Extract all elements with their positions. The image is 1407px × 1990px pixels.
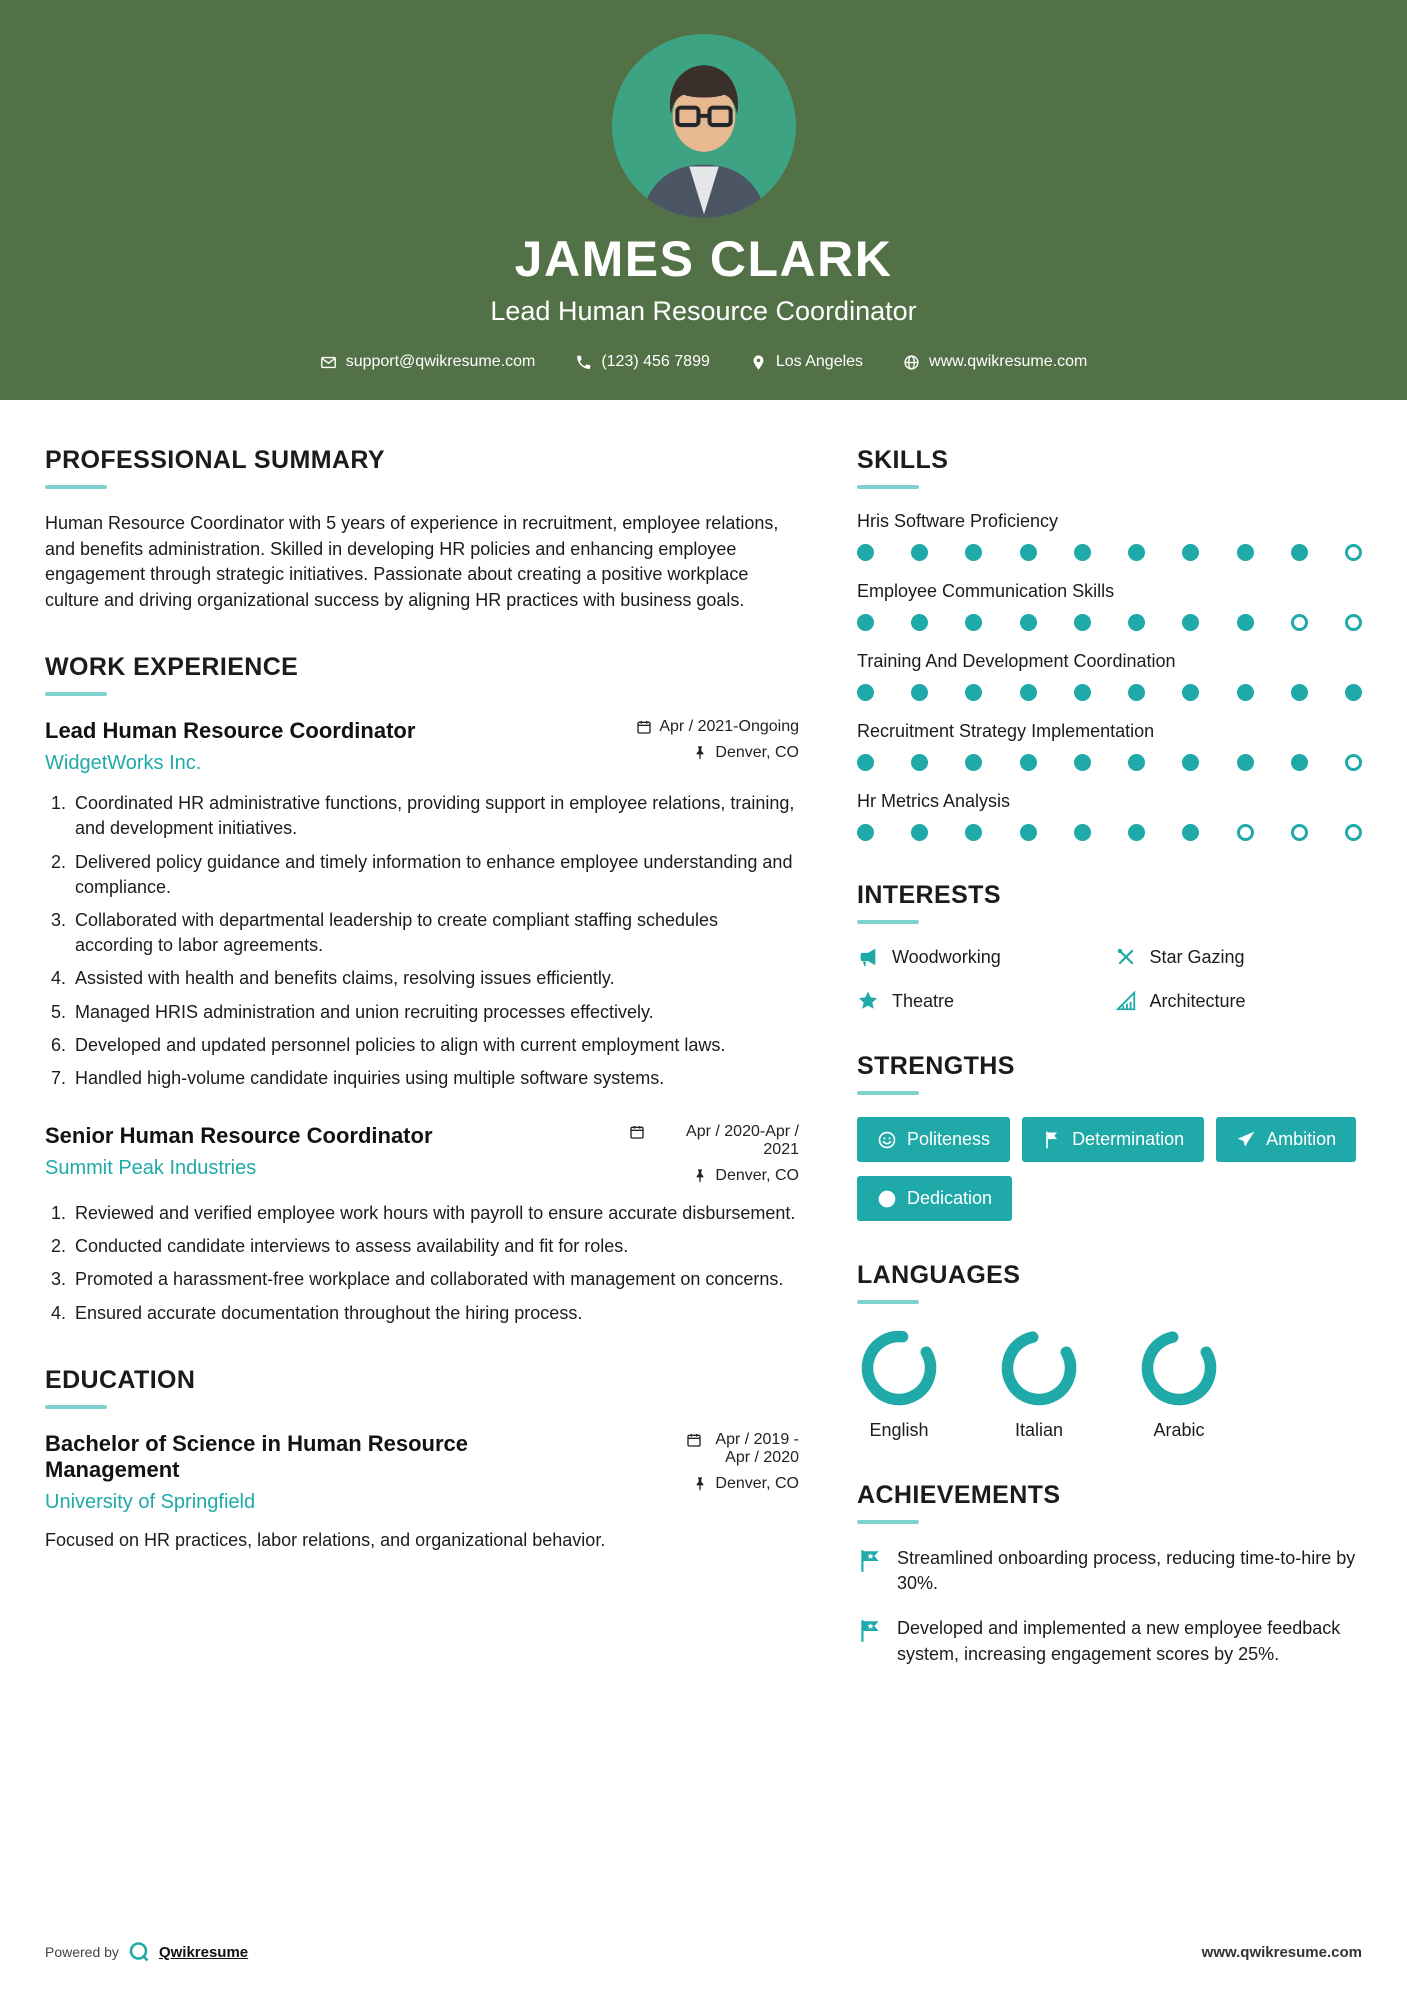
achievement-item: [857, 1616, 1362, 1666]
interest-label: Star Gazing: [1149, 946, 1245, 967]
interest-label: Theatre: [892, 990, 955, 1011]
language-item: [1137, 1326, 1221, 1441]
skill-dot: [1020, 614, 1037, 631]
envelope-icon: [320, 354, 337, 371]
skill-name: Employee Communication Skills: [857, 581, 1115, 601]
language-label: English: [869, 1420, 929, 1440]
education-dates-row: [686, 1431, 799, 1467]
education-location-row: [692, 1475, 799, 1493]
skill-name: Recruitment Strategy Implementation: [857, 721, 1155, 741]
calendar-icon: [629, 1123, 645, 1140]
work-heading: WORK EXPERIENCE: [45, 653, 299, 682]
education-heading: EDUCATION: [45, 1365, 196, 1394]
skill-name: Hr Metrics Analysis: [857, 791, 1011, 811]
powered-by-text: Powered by: [45, 1944, 119, 1960]
language-ring: [1137, 1326, 1221, 1410]
heading-accent-rule: [857, 1091, 919, 1095]
website-text: www.qwikresume.com: [929, 353, 1088, 370]
job-dates-row: [629, 1123, 799, 1159]
skill-dot: [965, 824, 982, 841]
skill-dot: [1237, 684, 1254, 701]
education-meta: [686, 1431, 799, 1493]
language-ring: [997, 1326, 1081, 1410]
globe-icon: [903, 354, 920, 371]
heading-accent-rule: [45, 1405, 107, 1409]
job-bullet: 6. Developed and updated personnel policies to align with current employment laws.: [71, 1033, 799, 1058]
summary-heading: PROFESSIONAL SUMMARY: [45, 446, 385, 474]
interest-item: [1115, 990, 1363, 1012]
skill-dot: [1345, 824, 1362, 841]
skill-dot: [1345, 614, 1362, 631]
skill-rating: [857, 544, 1362, 561]
paper-plane-icon: [1236, 1130, 1256, 1150]
languages-section: [857, 1261, 1362, 1441]
company-name[interactable]: WidgetWorks Inc.: [45, 752, 202, 775]
job-dates-row: [636, 718, 799, 736]
skills-section: [857, 446, 1362, 841]
strength-label: Ambition: [1266, 1129, 1337, 1149]
skill-dot: [965, 754, 982, 771]
achievements-heading: ACHIEVEMENTS: [857, 1481, 1061, 1509]
skill-rating: [857, 684, 1362, 701]
skill-dot: [1128, 824, 1145, 841]
skill-dot: [911, 684, 928, 701]
skill-dot: [911, 614, 928, 631]
job-location-row: [692, 744, 799, 762]
flag-icon: [1042, 1130, 1062, 1150]
skill-dot: [1020, 684, 1037, 701]
profile-photo: [612, 34, 796, 218]
megaphone-icon: [857, 946, 879, 968]
skill-dot: [1291, 684, 1308, 701]
skill-rating: [857, 824, 1362, 841]
resume-body: [0, 400, 1407, 1707]
contact-website[interactable]: [903, 353, 1087, 371]
strength-label: Dedication: [907, 1188, 993, 1208]
skill-dot: [1020, 824, 1037, 841]
summary-section: [45, 446, 799, 613]
candidate-name: JAMES CLARK: [514, 231, 893, 287]
skill-dot: [1237, 754, 1254, 771]
job-bullet: 2. Delivered policy guidance and timely information to enhance employee understanding and compliance.: [71, 850, 799, 900]
job-entry: [45, 1123, 799, 1326]
skill-dot: [1182, 754, 1199, 771]
interest-item: [1115, 946, 1363, 968]
powered-by: [45, 1940, 248, 1964]
resume-header: [0, 0, 1407, 400]
job-bullet: 5. Managed HRIS administration and union recruiting processes effectively.: [71, 1000, 799, 1025]
interest-label: Architecture: [1149, 990, 1246, 1011]
education-section: [45, 1366, 799, 1553]
skill-name: Hris Software Proficiency: [857, 511, 1059, 531]
strength-chip: [1022, 1117, 1204, 1162]
skill-dot: [1237, 544, 1254, 561]
skill-dot: [1074, 824, 1091, 841]
skill-dot: [965, 544, 982, 561]
brand-link[interactable]: Qwikresume: [158, 1943, 249, 1961]
skill-dot: [1128, 614, 1145, 631]
job-bullet: 3. Collaborated with departmental leadership to create compliant staffing schedules according to labor agreements.: [71, 908, 799, 958]
languages-heading: LANGUAGES: [857, 1261, 1021, 1289]
skill-dot: [1020, 754, 1037, 771]
heading-accent-rule: [857, 920, 919, 924]
crossed-tools-icon: [1115, 946, 1137, 968]
achievement-item: [857, 1546, 1362, 1596]
skill-dot: [1128, 544, 1145, 561]
star-icon: [857, 990, 879, 1012]
job-main: [45, 1123, 433, 1180]
strength-chip: [857, 1117, 1010, 1162]
skill-dot: [1237, 614, 1254, 631]
school-name[interactable]: University of Springfield: [45, 1490, 256, 1513]
set-square-icon: [1115, 990, 1137, 1012]
skill-item: [857, 581, 1362, 631]
skill-dot: [857, 754, 874, 771]
calendar-icon: [636, 718, 652, 735]
education-main: [45, 1431, 525, 1514]
job-dates: Apr / 2021-Ongoing: [659, 718, 799, 736]
job-entry: [45, 718, 799, 1091]
language-ring: [857, 1326, 941, 1410]
location-text: Los Angeles: [775, 353, 864, 370]
achievements-list: [857, 1546, 1362, 1667]
avatar: [612, 34, 796, 218]
job-bullet: 7. Handled high-volume candidate inquiries using multiple software systems.: [71, 1066, 799, 1091]
contact-row: [0, 353, 1407, 371]
skill-dot: [1291, 754, 1308, 771]
interest-item: [857, 946, 1105, 968]
job-location: Denver, CO: [715, 1167, 799, 1185]
skill-dot: [1345, 754, 1362, 771]
job-bullets: [45, 1201, 799, 1326]
skill-dot: [1345, 684, 1362, 701]
job-meta: [629, 1123, 799, 1185]
job-title: Lead Human Resource Coordinator: [45, 718, 416, 744]
education-entry: [45, 1431, 799, 1514]
milestone-flag-icon: [857, 1548, 883, 1574]
strengths-list: [857, 1117, 1362, 1221]
achievement-text: Developed and implemented a new employee feedback system, increasing engagement scores by 25%.: [897, 1618, 1341, 1664]
interests-section: [857, 881, 1362, 1012]
right-column: [857, 446, 1362, 1707]
phone-icon: [575, 354, 592, 371]
pushpin-icon: [692, 1167, 708, 1184]
skill-item: [857, 651, 1362, 701]
skill-dot: [1237, 824, 1254, 841]
skill-dot: [857, 614, 874, 631]
skill-dot: [1291, 544, 1308, 561]
job-bullet: 1. Coordinated HR administrative functions, providing support in employee relations, training, and development initiatives.: [71, 791, 799, 841]
skill-dot: [1182, 684, 1199, 701]
skill-rating: [857, 754, 1362, 771]
job-bullets: [45, 791, 799, 1091]
job-meta: [636, 718, 799, 762]
milestone-flag-icon: [857, 1618, 883, 1644]
language-label: Italian: [1014, 1420, 1064, 1440]
strength-label: Politeness: [907, 1129, 991, 1149]
work-experience-section: [45, 653, 799, 1326]
skill-dot: [1291, 824, 1308, 841]
degree-title: Bachelor of Science in Human Resource Management: [45, 1430, 469, 1482]
skill-dot: [1128, 684, 1145, 701]
language-item: [997, 1326, 1081, 1441]
education-description: Focused on HR practices, labor relations, and organizational behavior.: [45, 1529, 606, 1550]
skill-dot: [857, 824, 874, 841]
skill-dot: [1182, 544, 1199, 561]
skill-item: [857, 511, 1362, 561]
skill-dot: [1291, 614, 1308, 631]
skill-item: [857, 721, 1362, 771]
phone-text: (123) 456 7899: [601, 353, 710, 370]
skill-dot: [1345, 544, 1362, 561]
skill-dot: [911, 824, 928, 841]
interest-label: Woodworking: [892, 946, 1001, 967]
smiley-icon: [877, 1130, 897, 1150]
education-dates: Apr / 2019 - Apr / 2020: [715, 1430, 799, 1466]
skill-dot: [1074, 614, 1091, 631]
job-bullet: 1. Reviewed and verified employee work hours with payroll to ensure accurate disbursement.: [71, 1201, 799, 1226]
strength-chip: [1216, 1117, 1356, 1162]
page-footer: [45, 1940, 1362, 1964]
jobs-list: [45, 718, 799, 1326]
skill-dot: [857, 544, 874, 561]
skill-dot: [1182, 824, 1199, 841]
skill-dot: [1020, 544, 1037, 561]
skill-dot: [1074, 544, 1091, 561]
company-name[interactable]: Summit Peak Industries: [45, 1157, 257, 1180]
strengths-heading: STRENGTHS: [857, 1052, 1015, 1080]
heading-accent-rule: [45, 692, 107, 696]
check-circle-icon: [877, 1189, 897, 1209]
interests-heading: INTERESTS: [857, 881, 1001, 909]
heading-accent-rule: [857, 485, 919, 489]
achievement-text: Streamlined onboarding process, reducing time-to-hire by 30%.: [897, 1548, 1356, 1594]
pushpin-icon: [692, 744, 708, 761]
contact-phone[interactable]: [575, 353, 710, 371]
skill-dot: [965, 684, 982, 701]
candidate-title: Lead Human Resource Coordinator: [490, 296, 917, 326]
job-dates: Apr / 2020-Apr / 2021: [686, 1123, 799, 1159]
heading-accent-rule: [45, 485, 107, 489]
contact-location: [750, 353, 863, 371]
left-column: [45, 446, 799, 1707]
heading-accent-rule: [857, 1520, 919, 1524]
skill-dot: [965, 614, 982, 631]
email-text: support@qwikresume.com: [345, 353, 536, 370]
skill-rating: [857, 614, 1362, 631]
skill-dot: [1074, 684, 1091, 701]
skills-heading: SKILLS: [857, 446, 949, 474]
skill-dot: [1074, 754, 1091, 771]
job-head: [45, 718, 799, 775]
interests-list: [857, 946, 1362, 1012]
skill-item: [857, 791, 1362, 841]
skill-dot: [1182, 614, 1199, 631]
location-pin-icon: [750, 354, 767, 371]
education-location: Denver, CO: [715, 1474, 799, 1492]
job-title: Senior Human Resource Coordinator: [45, 1123, 433, 1149]
achievements-section: [857, 1481, 1362, 1667]
skill-dot: [911, 544, 928, 561]
summary-text: Human Resource Coordinator with 5 years of experience in recruitment, employee relations, and benefits administration. Skilled in developing HR policies and enhancing employee engagement through strategic initiatives. Passionate about creating a positive workplace culture and driving organizational success by aligning HR practices with business goals.: [45, 513, 779, 610]
job-location: Denver, CO: [715, 744, 799, 762]
strength-label: Determination: [1072, 1129, 1185, 1149]
job-bullet: 2. Conducted candidate interviews to assess availability and fit for roles.: [71, 1234, 799, 1259]
heading-accent-rule: [857, 1300, 919, 1304]
job-bullet: 4. Assisted with health and benefits claims, resolving issues efficiently.: [71, 966, 799, 991]
skill-name: Training And Development Coordination: [857, 651, 1176, 671]
language-item: [857, 1326, 941, 1441]
qwikresume-logo-icon: [127, 1940, 151, 1964]
strength-chip: [857, 1176, 1012, 1221]
interest-item: [857, 990, 1105, 1012]
pushpin-icon: [692, 1475, 708, 1492]
skill-dot: [1128, 754, 1145, 771]
skill-dot: [911, 754, 928, 771]
skill-dot: [857, 684, 874, 701]
job-bullet: 3. Promoted a harassment-free workplace and collaborated with management on concerns.: [71, 1267, 799, 1292]
job-main: [45, 718, 415, 775]
language-label: Arabic: [1153, 1420, 1205, 1440]
footer-website[interactable]: www.qwikresume.com: [1201, 1943, 1362, 1961]
job-location-row: [692, 1167, 799, 1185]
calendar-icon: [686, 1431, 702, 1448]
job-head: [45, 1123, 799, 1185]
skills-list: [857, 511, 1362, 841]
strengths-section: [857, 1052, 1362, 1221]
contact-email[interactable]: [320, 353, 536, 371]
languages-list: [857, 1326, 1362, 1441]
job-bullet: 4. Ensured accurate documentation throughout the hiring process.: [71, 1301, 799, 1326]
